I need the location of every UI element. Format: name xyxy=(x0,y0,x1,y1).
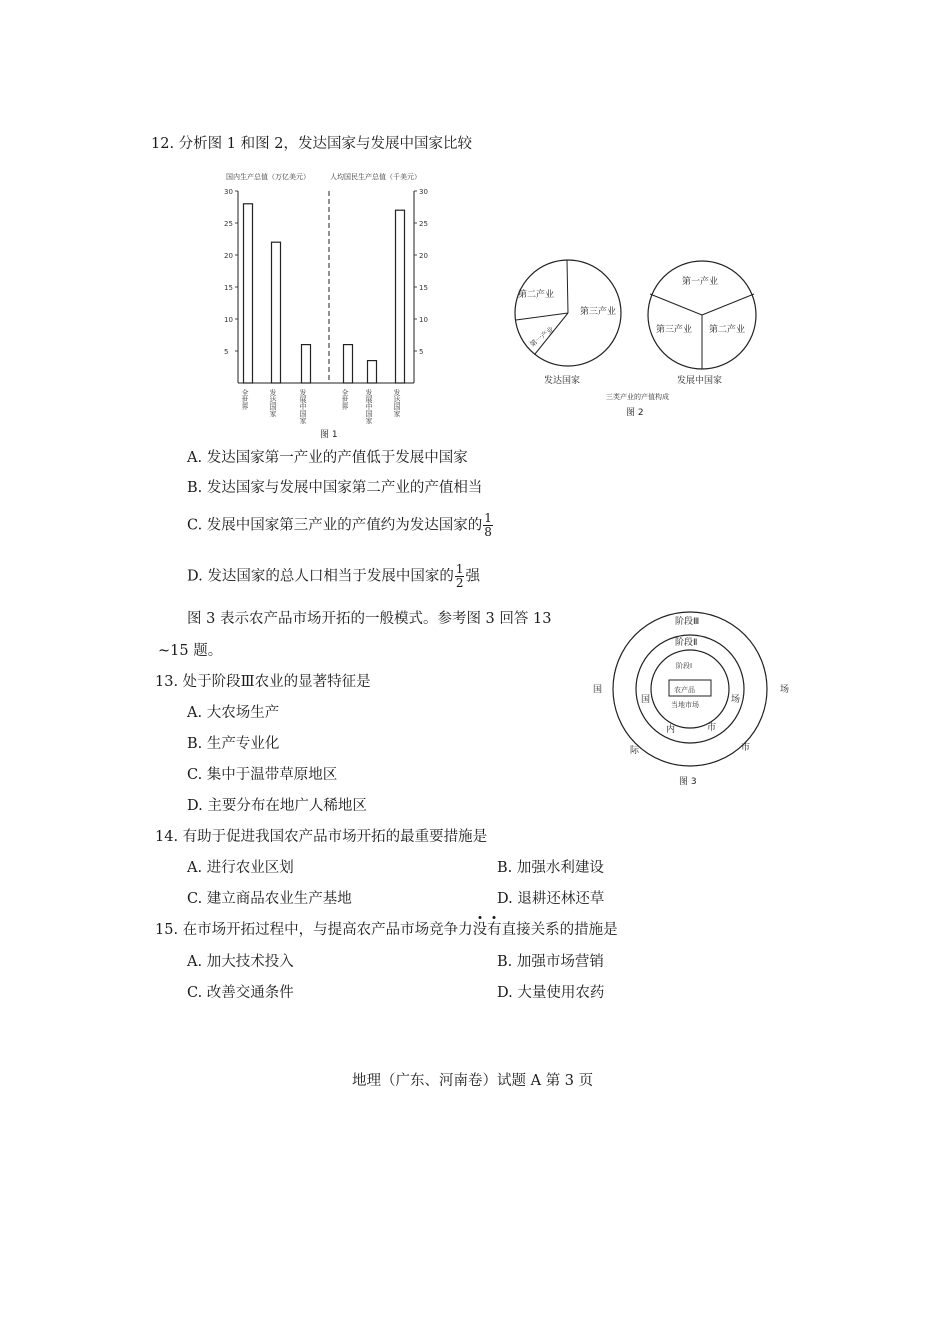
fig1-bar-发展中国家 xyxy=(368,361,377,383)
fig1-bar-发达国家 xyxy=(272,242,281,383)
fig1-tick-label: 15 xyxy=(419,284,428,292)
q12-option-c-text: C. 发展中国家第三产业的产值约为发达国家的 xyxy=(187,517,483,534)
q14-stem: 14. 有助于促进我国农产品市场开拓的最重要措施是 xyxy=(155,829,488,845)
fig1-category-label: 发达国家 xyxy=(269,389,277,417)
q12-option-d-fraction: $\frac{1}{2}$ xyxy=(455,562,464,590)
fig3-center-bottom: 当地市场 xyxy=(671,701,699,709)
fig3-outer-bl: 际 xyxy=(630,746,640,756)
q12-option-c xyxy=(187,512,494,539)
intro-line-2: ~15 题。 xyxy=(158,643,223,659)
q15-option-b: B. 加强市场营销 xyxy=(497,954,604,970)
fig3-caption: 图 3 xyxy=(679,777,697,787)
q15-option-a: A. 加大技术投入 xyxy=(187,954,294,970)
fig1-tick-label: 20 xyxy=(419,252,428,260)
fig1-tick-label: 5 xyxy=(224,348,229,356)
figure-2-pie-charts xyxy=(510,248,780,423)
q15-option-c: C. 改善交通条件 xyxy=(187,985,294,1001)
fig1-tick-label: 15 xyxy=(224,284,233,292)
fig1-bar-发达国家 xyxy=(396,210,405,383)
pie-developing-label-tertiary: 第三产业 xyxy=(656,325,693,335)
fig1-bar-全世界 xyxy=(344,345,353,383)
fig1-tick-label: 30 xyxy=(419,188,428,196)
pie-developed-name: 发达国家 xyxy=(544,376,581,386)
fig3-outer-left: 国 xyxy=(593,685,603,695)
intro-line-1: 图 3 表示农产品市场开拓的一般模式。参考图 3 回答 13 xyxy=(187,611,552,627)
fig1-tick-label: 10 xyxy=(419,316,428,324)
pie-developing-divider-1 xyxy=(650,294,702,315)
fig1-tick-label: 25 xyxy=(224,220,233,228)
fig2-caption: 图 2 xyxy=(626,408,644,418)
pie-developed-divider-1 xyxy=(567,260,568,313)
q13-option-c: C. 集中于温带草原地区 xyxy=(187,767,338,783)
q12-option-d: D. 发达国家的总人口相当于发展中国家的 $\frac{1}{2}$ 强 xyxy=(187,562,480,590)
q14-option-d: D. 退耕还林还草 xyxy=(497,891,605,907)
page-footer: 地理（广东、河南卷）试题 A 第 3 页 xyxy=(352,1073,594,1089)
fig1-tick-label: 30 xyxy=(224,188,233,196)
pie-developing-divider-2 xyxy=(702,294,754,315)
pie-developed-label-primary: 第一产业 xyxy=(528,325,556,349)
pie-developed-divider-2 xyxy=(516,313,568,320)
fig1-category-label: 发达国家 xyxy=(393,389,401,417)
fig1-tick-label: 10 xyxy=(224,316,233,324)
q13-option-a: A. 大农场生产 xyxy=(187,705,280,721)
q12-option-b: B. 发达国家与发展中国家第二产业的产值相当 xyxy=(187,480,483,496)
fig1-tick-label: 25 xyxy=(419,220,428,228)
q13-stem: 13. 处于阶段Ⅲ农业的显著特征是 xyxy=(155,674,371,690)
fig1-bar-发展中国家 xyxy=(302,345,311,383)
q15-stem: 15. 在市场开拓过程中，与提高农产品市场竞争力 没 有直接关系的措施是 xyxy=(155,921,618,939)
q15-emphasis-2: 有 xyxy=(487,922,502,938)
fig1-caption: 图 1 xyxy=(320,430,338,440)
fig1-category-label: 发展中国家 xyxy=(365,389,373,424)
q15-emphasis-1: 没 xyxy=(473,922,488,938)
fig3-center-top: 农产品 xyxy=(674,686,695,694)
fig1-left-title: 国内生产总值（万亿美元） xyxy=(226,173,310,181)
fig1-tick-label: 20 xyxy=(224,252,233,260)
pie-developing-name: 发展中国家 xyxy=(677,376,723,386)
figure-3-market-model xyxy=(583,610,798,790)
pie-developing-label-primary: 第一产业 xyxy=(682,277,719,287)
q13-option-b: B. 生产专业化 xyxy=(187,736,280,752)
fig3-mid-br: 市 xyxy=(707,723,717,733)
q12-option-c-fraction: $\frac{1}{8}$ xyxy=(484,511,492,539)
fig3-outer-br: 市 xyxy=(741,743,751,753)
fig1-tick-label: 5 xyxy=(419,348,424,356)
fig3-stage-2: 阶段Ⅱ xyxy=(675,638,698,648)
q13-option-d: D. 主要分布在地广人稀地区 xyxy=(187,798,367,814)
q14-option-b: B. 加强水利建设 xyxy=(497,860,604,876)
q15-option-d: D. 大量使用农药 xyxy=(497,985,605,1001)
fig1-bar-全世界 xyxy=(244,204,253,383)
fig1-category-label: 全世界 xyxy=(341,389,349,410)
fig3-mid-left: 国 xyxy=(641,695,651,705)
fig3-outer-right: 场 xyxy=(780,685,790,695)
fig3-mid-bl: 内 xyxy=(666,725,676,735)
fig1-category-label: 发展中国家 xyxy=(299,389,307,424)
fig2-subtitle: 三类产业的产值构成 xyxy=(606,393,669,401)
fig1-category-label: 全世界 xyxy=(241,389,249,410)
pie-developing-label-secondary: 第二产业 xyxy=(709,325,746,335)
fig1-right-title: 人均国民生产总值（千美元） xyxy=(330,173,421,181)
q12-stem: 12. 分析图 1 和图 2，发达国家与发展中国家比较 xyxy=(151,136,472,152)
q14-option-c: C. 建立商品农业生产基地 xyxy=(187,891,352,907)
q14-option-a: A. 进行农业区划 xyxy=(187,860,294,876)
figure-1-bar-chart xyxy=(222,165,447,445)
fig3-mid-right: 场 xyxy=(731,695,741,705)
pie-developed-label-secondary: 第二产业 xyxy=(518,290,555,300)
fig3-stage-3: 阶段Ⅲ xyxy=(675,617,700,627)
pie-developed-label-tertiary: 第三产业 xyxy=(580,307,617,317)
q12-option-a: A. 发达国家第一产业的产值低于发展中国家 xyxy=(187,450,468,466)
fig3-stage-1: 阶段Ⅰ xyxy=(676,662,693,670)
q12-option-d-text: D. 发达国家的总人口相当于发展中国家的 xyxy=(187,568,454,585)
